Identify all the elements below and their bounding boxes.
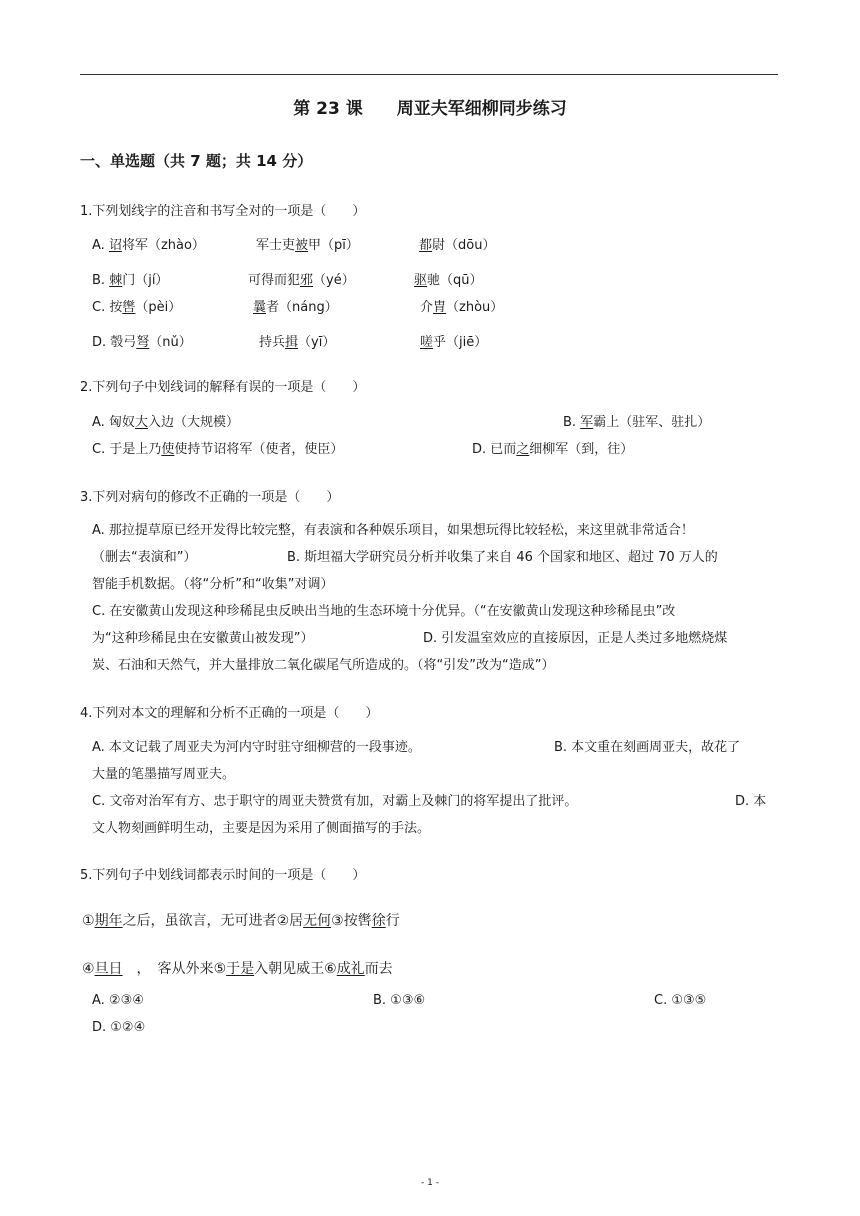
q3-option-c: C. 在安徽黄山发现这种珍稀昆虫反映出当地的生态环境十分优异。（“在安徽黄山发现这种珍稀昆虫”改 (92, 604, 676, 619)
question-2-stem: 2.下列句子中划线词的解释有误的一项是（ ） (80, 380, 366, 395)
q1-option-d-1: D. 彀弓弩（nǔ） (92, 335, 192, 350)
q2-option-a: A. 匈奴大入边（大规模） (92, 415, 239, 430)
q2-option-b: B. 军霸上（驻军、驻扎） (563, 415, 711, 430)
q4-option-b: B. 本文重在刻画周亚夫，故花了 (554, 740, 741, 755)
q3-option-d-cont: 炭、石油和天然气，并大量排放二氧化碳尾气所造成的。（将“引发”改为“造成”） (92, 658, 555, 673)
q1-option-b-3: 驱驰（qū） (414, 273, 483, 288)
page-number: - 1 - (421, 1178, 439, 1188)
question-4-stem: 4.下列对本文的理解和分析不正确的一项是（ ） (80, 706, 379, 721)
q4-option-d: D. 本 (735, 794, 767, 809)
page-title (0, 94, 860, 119)
q3-option-c-cont: 为“这种珍稀昆虫在安徽黄山被发现”） (92, 631, 314, 646)
q4-option-c: C. 文帝对治军有方、忠于职守的周亚夫赞赏有加，对霸上及棘门的将军提出了批评。 (92, 794, 578, 809)
q5-sentence-line-2: ④旦日 ， 客从外来⑤于是入朝见威王⑥成礼而去 (82, 961, 393, 977)
q1-option-c-2: 曩者（náng） (253, 300, 338, 315)
lesson-name: 周亚夫军细柳同步练习 (396, 99, 567, 119)
q1-option-a-3: 都尉（dōu） (419, 238, 496, 253)
q1-option-d-2: 持兵揖（yī） (259, 335, 336, 350)
lesson-number: 第 23 课 (293, 99, 363, 119)
q3-option-b-cont: 智能手机数据。（将“分析”和“收集”对调） (92, 577, 334, 592)
q3-option-a: A. 那拉提草原已经开发得比较完整，有表演和各种娱乐项目，如果想玩得比较轻松，来这里就非常适合！ (92, 523, 694, 538)
q1-option-c-1: C. 按辔（pèi） (92, 300, 182, 315)
q4-option-a: A. 本文记载了周亚夫为河内守时驻守细柳营的一段事迹。 (92, 740, 421, 755)
q3-option-a-note: （删去“表演和”） (92, 550, 197, 565)
top-rule (80, 74, 778, 75)
q1-option-a-2: 军士吏被甲（pī） (256, 238, 359, 253)
q3-option-b: B. 斯坦福大学研究员分析并收集了来自 46 个国家和地区、超过 70 万人的 (287, 550, 718, 565)
q4-option-b-cont: 大量的笔墨描写周亚夫。 (92, 767, 236, 782)
q5-option-a: A. ②③④ (92, 993, 144, 1008)
question-1-stem: 1.下列划线字的注音和书写全对的一项是（ ） (80, 204, 366, 219)
q4-option-d-cont: 文人物刻画鲜明生动，主要是因为采用了侧面描写的手法。 (92, 821, 431, 836)
q1-option-a-1: A. 诏将军（zhào） (92, 238, 205, 253)
q1-option-b-1: B. 棘门（jí） (92, 273, 169, 288)
q1-option-d-3: 嗟乎（jiē） (420, 335, 488, 350)
q5-option-c: C. ①③⑤ (654, 993, 707, 1008)
q1-option-c-3: 介胄（zhòu） (420, 300, 504, 315)
q1-option-b-2: 可得而犯邪（yé） (248, 273, 355, 288)
q3-option-d: D. 引发温室效应的直接原因，正是人类过多地燃烧煤 (423, 631, 728, 646)
question-5-stem: 5.下列句子中划线词都表示时间的一项是（ ） (80, 868, 366, 883)
q5-option-d: D. ①②④ (92, 1020, 146, 1035)
question-3-stem: 3.下列对病句的修改不正确的一项是（ ） (80, 490, 340, 505)
q2-option-c: C. 于是上乃使使持节诏将军（使者，使臣） (92, 442, 344, 457)
q2-option-d: D. 已而之细柳军（到，往） (472, 442, 634, 457)
q5-sentence-line-1: ①期年之后，虽欲言，无可进者②居无何③按辔徐行 (82, 913, 400, 929)
q5-option-b: B. ①③⑥ (373, 993, 426, 1008)
section-heading: 一、单选题（共 7 题；共 14 分） (80, 152, 313, 170)
